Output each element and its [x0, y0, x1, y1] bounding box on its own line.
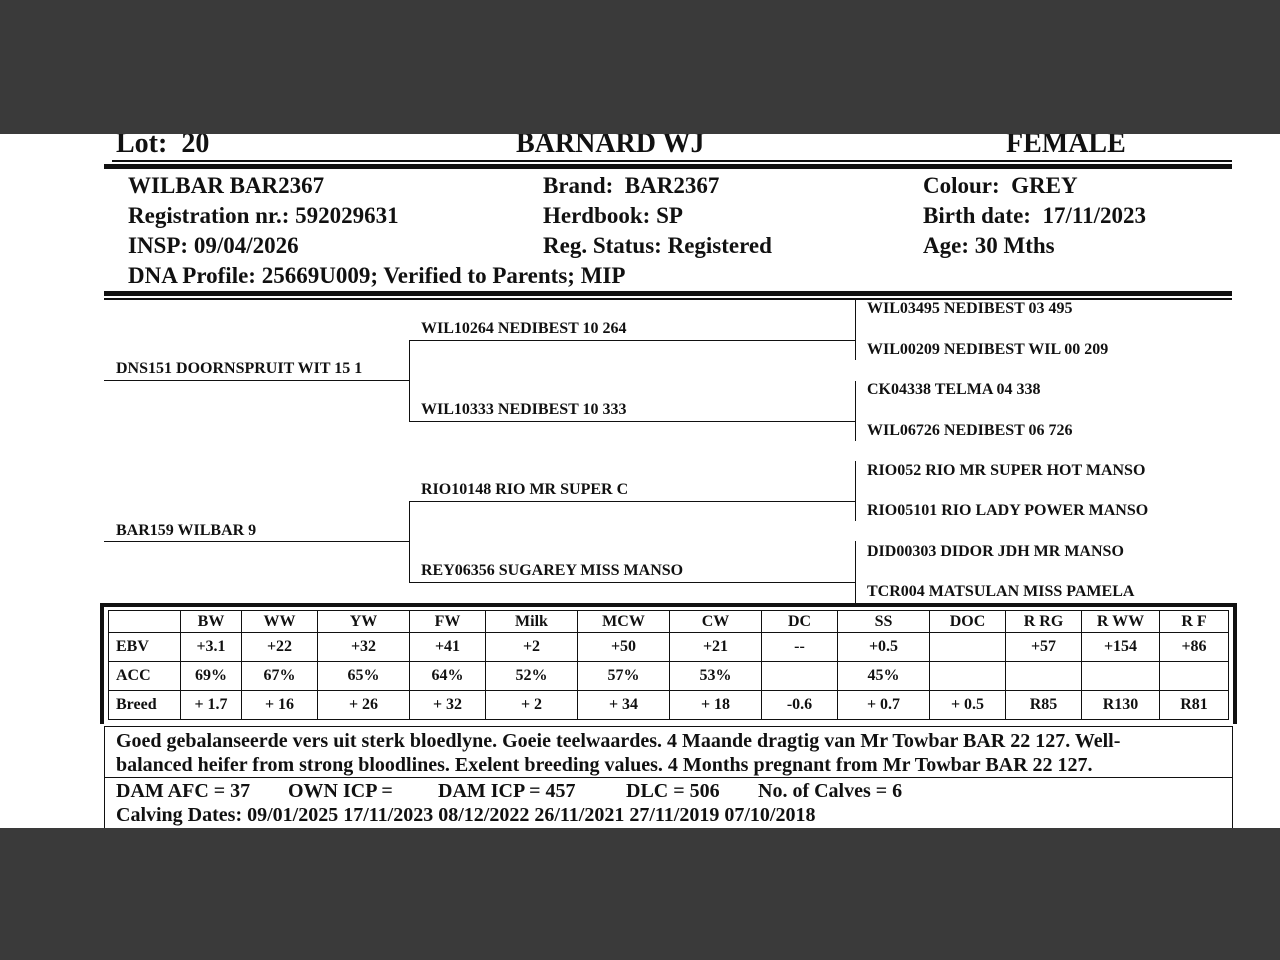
ebv-col-header: CW: [670, 611, 762, 633]
ebv-cell: +154: [1082, 633, 1160, 662]
acc-cell: [1006, 662, 1082, 691]
comment-line: Goed gebalanseerde vers uit sterk bloedlyne. Goeie teelwaardes. 4 Maande dragtig van Mr Towbar BAR 22 127. Well-: [116, 730, 1121, 752]
acc-cell: [930, 662, 1006, 691]
insp-field: [128, 233, 299, 259]
birth-date-value: 17/11/2023: [1042, 203, 1146, 228]
ebv-col-header: FW: [410, 611, 486, 633]
colour-field: [923, 173, 1078, 199]
dam-afc: DAM AFC = 37: [116, 780, 251, 802]
ebv-col-header: DC: [762, 611, 838, 633]
lot-label: Lot:: [116, 134, 168, 159]
acc-cell: 69%: [181, 662, 242, 691]
breed-cell: + 2: [486, 691, 578, 720]
breed-cell: R81: [1160, 691, 1229, 720]
ebv-col-header: SS: [838, 611, 930, 633]
ebv-cell: +41: [410, 633, 486, 662]
ebv-col-header: [109, 611, 181, 633]
ebv-header-row: [109, 611, 1229, 633]
ggp-bracket-2: [855, 381, 856, 441]
registration-field: [128, 203, 399, 229]
dna-profile: DNA Profile: 25669U009; Verified to Parents; MIP: [128, 263, 626, 288]
pedigree-sire-dam: WIL10333 NEDIBEST 10 333: [421, 401, 627, 418]
ebv-cell: +50: [578, 633, 670, 662]
sire-line: [104, 380, 409, 381]
breed-cell: R130: [1082, 691, 1160, 720]
reg-status-label: Reg. Status:: [543, 233, 662, 258]
breed-cell: R85: [1006, 691, 1082, 720]
row-label: EBV: [109, 633, 181, 662]
ebv-cell: +3.1: [181, 633, 242, 662]
ebv-col-header: DOC: [930, 611, 1006, 633]
animal-name: WILBAR BAR2367: [128, 173, 325, 198]
breed-cell: + 34: [578, 691, 670, 720]
colour-value: GREY: [1011, 173, 1078, 198]
breed-cell: + 16: [242, 691, 318, 720]
row-label: ACC: [109, 662, 181, 691]
ebv-cell: +32: [318, 633, 410, 662]
herdbook-label: Herdbook:: [543, 203, 651, 228]
dam-sire-line: [409, 501, 855, 502]
ebv-col-header: WW: [242, 611, 318, 633]
acc-cell: 57%: [578, 662, 670, 691]
ebv-cell: +0.5: [838, 633, 930, 662]
ebv-cell: +86: [1160, 633, 1229, 662]
own-icp: OWN ICP =: [288, 780, 393, 802]
birth-date-label: Birth date:: [923, 203, 1031, 228]
breed-cell: + 1.7: [181, 691, 242, 720]
header-underline: [112, 160, 1232, 162]
acc-cell: 65%: [318, 662, 410, 691]
ggp-bracket-1: [855, 300, 856, 360]
registration-label: Registration nr.:: [128, 203, 290, 228]
age-value: 30 Mths: [974, 233, 1055, 258]
acc-row: [109, 662, 1229, 691]
acc-cell: 45%: [838, 662, 930, 691]
ebv-col-header: Milk: [486, 611, 578, 633]
pedigree-ggp: CK04338 TELMA 04 338: [867, 381, 1041, 398]
animal-sex: FEMALE: [1006, 134, 1126, 159]
ebv-row: [109, 633, 1229, 662]
brand-value: BAR2367: [624, 173, 720, 198]
brand-field: [543, 173, 719, 199]
breed-cell: + 18: [670, 691, 762, 720]
brand-label: Brand:: [543, 173, 614, 198]
acc-cell: [1160, 662, 1229, 691]
ebv-table: [108, 610, 1229, 720]
colour-label: Colour:: [923, 173, 1000, 198]
reg-status-value: Registered: [667, 233, 772, 258]
lot-sheet: [0, 134, 1280, 828]
ggp-bracket-4: [855, 541, 856, 603]
acc-cell: [762, 662, 838, 691]
breed-cell: + 0.7: [838, 691, 930, 720]
calving-dates: Calving Dates: 09/01/2025 17/11/2023 08/12/2022 26/11/2021 27/11/2019 07/10/2018: [116, 804, 816, 826]
lot-value: 20: [181, 134, 210, 159]
breed-cell: -0.6: [762, 691, 838, 720]
row-label: Breed: [109, 691, 181, 720]
breed-cell: + 0.5: [930, 691, 1006, 720]
sire-dam-line: [409, 421, 855, 422]
breed-row: [109, 691, 1229, 720]
registration-value: 592029631: [295, 203, 399, 228]
pedigree-ggp: RIO05101 RIO LADY POWER MANSO: [867, 502, 1149, 519]
pedigree-ggp: DID00303 DIDOR JDH MR MANSO: [867, 543, 1124, 560]
comment-line: balanced heifer from strong bloodlines. Exelent breeding values. 4 Months pregnant from Mr Towbar BAR 22 127.: [116, 754, 1093, 776]
ebv-cell: +57: [1006, 633, 1082, 662]
pedigree-sire-sire: WIL10264 NEDIBEST 10 264: [421, 320, 627, 337]
breed-cell: + 32: [410, 691, 486, 720]
pedigree-ggp: WIL00209 NEDIBEST WIL 00 209: [867, 341, 1109, 358]
calves-count: No. of Calves = 6: [758, 780, 903, 802]
pedigree-ggp: WIL03495 NEDIBEST 03 495: [867, 300, 1073, 317]
insp-label: INSP:: [128, 233, 189, 258]
herdbook-field: [543, 203, 683, 229]
ebv-col-header: MCW: [578, 611, 670, 633]
pedigree-ggp: TCR004 MATSULAN MISS PAMELA: [867, 583, 1135, 600]
acc-cell: 52%: [486, 662, 578, 691]
dam-dam-line: [409, 582, 855, 583]
breed-cell: + 26: [318, 691, 410, 720]
dam-icp: DAM ICP = 457: [438, 780, 576, 802]
dlc: DLC = 506: [626, 780, 720, 802]
sire-bracket: [409, 340, 410, 421]
ebv-cell: [930, 633, 1006, 662]
pedigree-sire: DNS151 DOORNSPRUIT WIT 15 1: [116, 360, 363, 377]
ebv-cell: +22: [242, 633, 318, 662]
pedigree-ggp: WIL06726 NEDIBEST 06 726: [867, 422, 1073, 439]
ggp-bracket-3: [855, 461, 856, 521]
reg-status-field: [543, 233, 772, 259]
sire-sire-line: [409, 340, 855, 341]
header-thick-rule: [104, 164, 1232, 169]
pedigree-dam-dam: REY06356 SUGAREY MISS MANSO: [421, 562, 684, 579]
ebv-cell: +2: [486, 633, 578, 662]
age-field: [923, 233, 1055, 259]
ebv-cell: --: [762, 633, 838, 662]
ebv-col-header: BW: [181, 611, 242, 633]
ebv-col-header: R RG: [1006, 611, 1082, 633]
acc-cell: 53%: [670, 662, 762, 691]
ebv-col-header: YW: [318, 611, 410, 633]
ebv-col-header: R WW: [1082, 611, 1160, 633]
dam-line: [104, 541, 409, 542]
herdbook-value: SP: [656, 203, 683, 228]
acc-cell: 64%: [410, 662, 486, 691]
ebv-col-header: R F: [1160, 611, 1229, 633]
lot-number: [116, 134, 209, 160]
pedigree-dam-sire: RIO10148 RIO MR SUPER C: [421, 481, 629, 498]
acc-cell: [1082, 662, 1160, 691]
birth-date-field: [923, 203, 1146, 229]
acc-cell: 67%: [242, 662, 318, 691]
breeder-name: BARNARD WJ: [516, 134, 705, 159]
age-label: Age:: [923, 233, 969, 258]
info-thick-rule: [104, 291, 1232, 296]
ebv-cell: +21: [670, 633, 762, 662]
insp-value: 09/04/2026: [193, 233, 299, 258]
pedigree-dam: BAR159 WILBAR 9: [116, 522, 257, 539]
pedigree-ggp: RIO052 RIO MR SUPER HOT MANSO: [867, 462, 1146, 479]
dam-bracket: [409, 501, 410, 582]
